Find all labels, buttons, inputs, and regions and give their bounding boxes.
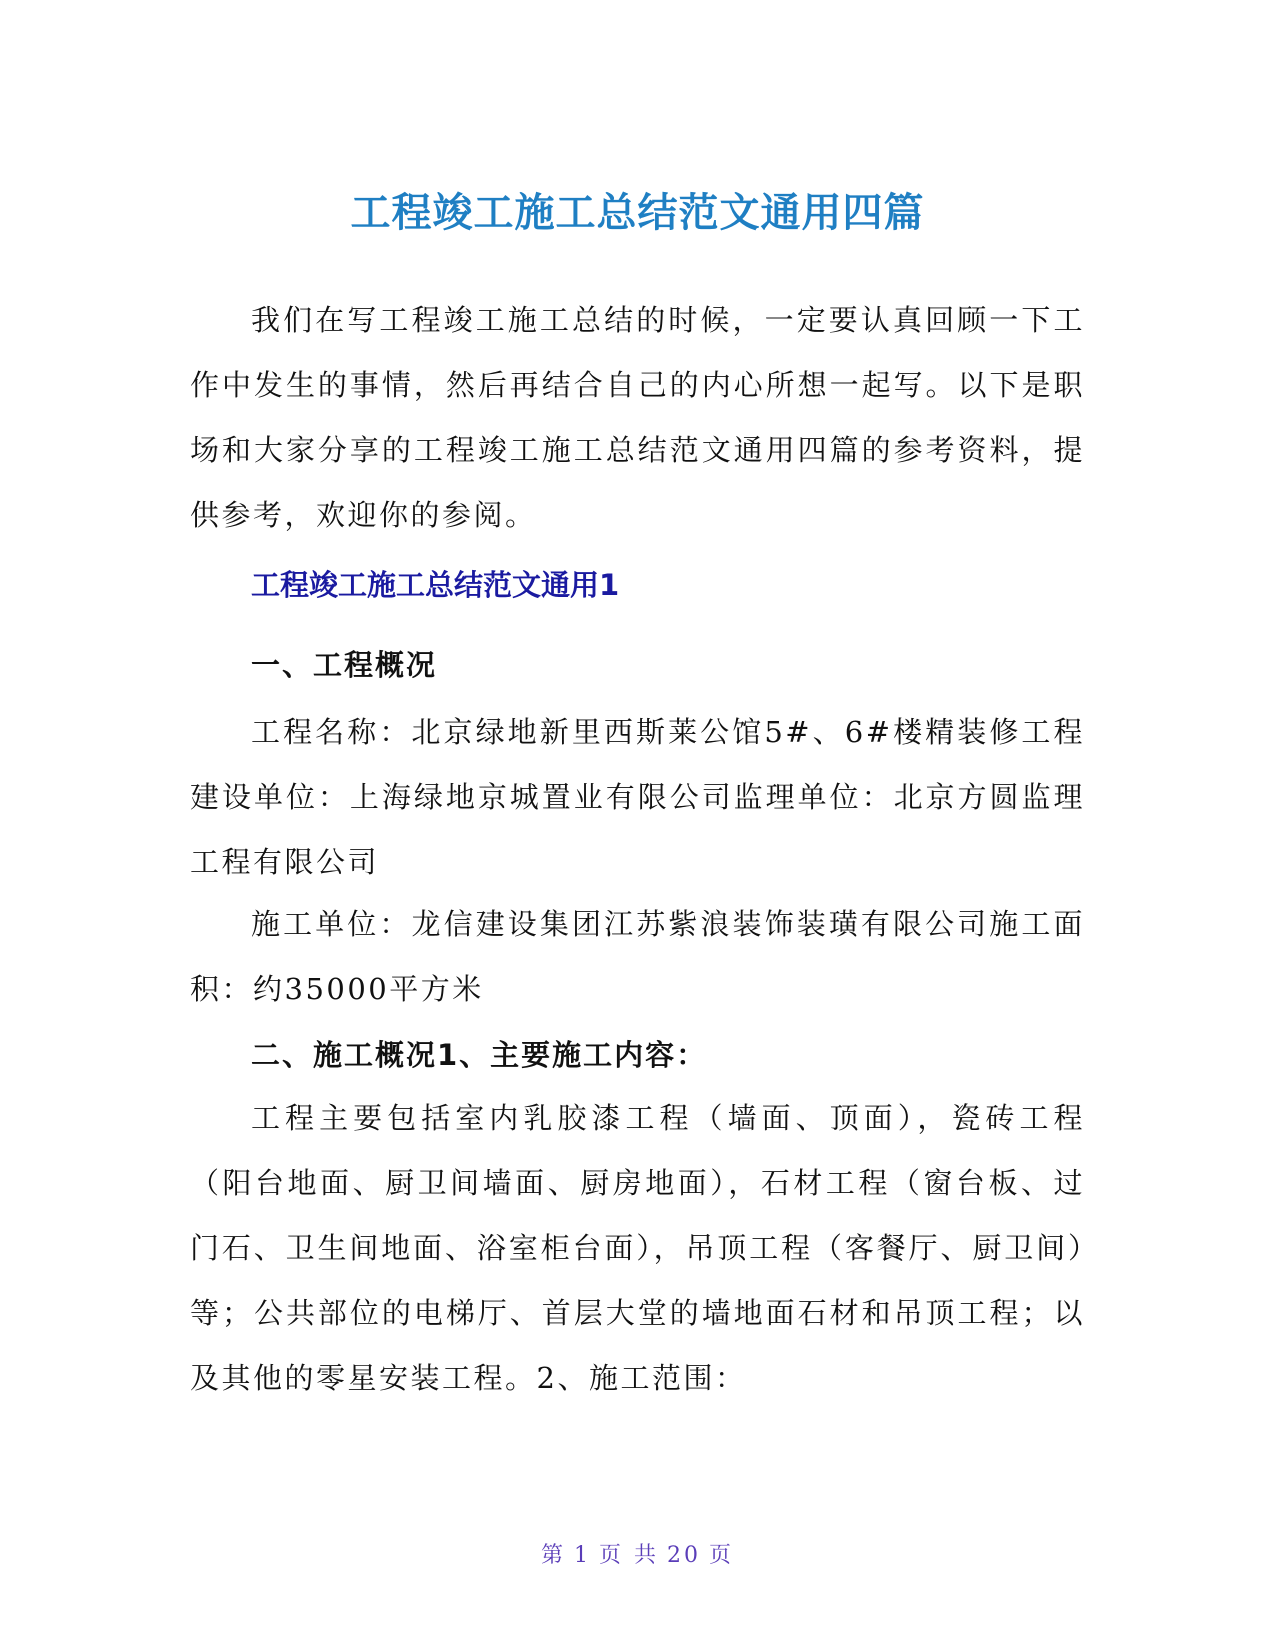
page-footer bbox=[0, 1538, 1275, 1569]
contractor-info-paragraph: 施工单位：龙信建设集团江苏紫浪装饰装璜有限公司施工面积：约35000平方米 bbox=[190, 907, 1085, 1006]
intro-paragraph: 我们在写工程竣工施工总结的时候，一定要认真回顾一下工作中发生的事情，然后再结合自己的内心所想一起写。以下是职场和大家分享的工程竣工施工总结范文通用四篇的参考资料，提供参考，欢迎你的参阅。 bbox=[190, 303, 1085, 532]
section-heading: 工程竣工施工总结范文通用1 bbox=[251, 568, 620, 602]
footer-middle: 页 共 bbox=[599, 1543, 659, 1568]
construction-content-paragraph: 工程主要包括室内乳胶漆工程（墙面、顶面），瓷砖工程（阳台地面、厨卫间墙面、厨房地面），石材工程（窗台板、过门石、卫生间地面、浴室柜台面），吊顶工程（客餐厅、厨卫间）等；公共部位的电梯厅、首层大堂的墙地面石材和吊顶工程；以及其他的零星安装工程。2、施工范围： bbox=[190, 1101, 1085, 1395]
footer-total-pages: 20 bbox=[667, 1543, 701, 1568]
overview-heading: 一、工程概况 bbox=[251, 648, 438, 682]
footer-prefix: 第 bbox=[540, 1543, 566, 1568]
document-title: 工程竣工施工总结范文通用四篇 bbox=[350, 189, 925, 236]
construction-heading: 二、施工概况1、主要施工内容： bbox=[251, 1038, 708, 1072]
footer-current-page: 1 bbox=[574, 1543, 591, 1568]
project-info-paragraph: 工程名称：北京绿地新里西斯莱公馆5#、6#楼精装修工程建设单位：上海绿地京城置业有限公司监理单位：北京方圆监理工程有限公司 bbox=[190, 715, 1085, 879]
footer-suffix: 页 bbox=[709, 1543, 735, 1568]
